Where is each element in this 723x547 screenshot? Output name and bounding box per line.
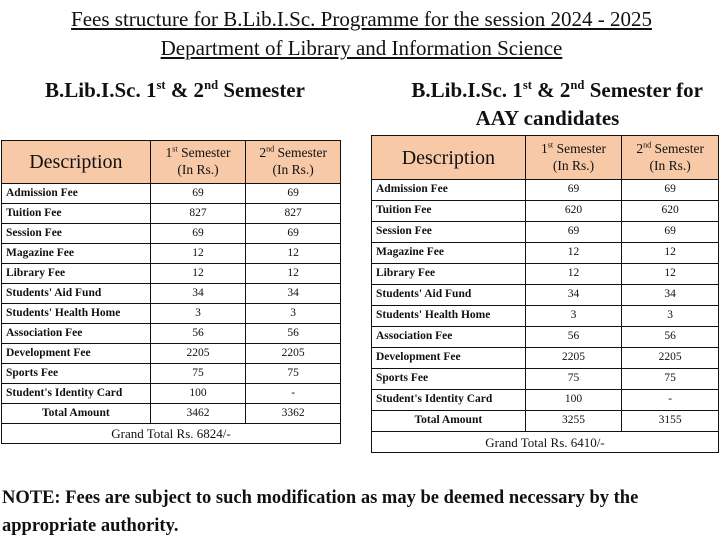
fee-row	[372, 369, 719, 390]
fee-sem1: 12	[150, 264, 246, 284]
grand-total: Grand Total Rs. 6410/-	[372, 432, 719, 453]
fee-label: Magazine Fee	[2, 244, 151, 264]
fee-sem1: 3	[525, 306, 622, 327]
fee-row	[2, 204, 341, 224]
fee-sem1: 75	[525, 369, 622, 390]
fee-label: Development Fee	[372, 348, 526, 369]
right-table-heading-line2: AAY candidates	[475, 106, 620, 130]
fee-sem2: 69	[622, 222, 719, 243]
document-title: Fees structure for B.Lib.I.Sc. Programme for the session 2024 - 2025	[71, 7, 652, 31]
fee-row	[2, 304, 341, 324]
left-fee-table	[1, 140, 341, 444]
fee-row	[2, 364, 341, 384]
total-sem1: 3462	[150, 404, 246, 424]
fee-sem1: 69	[525, 222, 622, 243]
fee-sem2: 3	[622, 306, 719, 327]
fee-label: Students' Aid Fund	[372, 285, 526, 306]
fee-label: Association Fee	[372, 327, 526, 348]
fee-label: Sports Fee	[372, 369, 526, 390]
fee-sem1: 3	[150, 304, 246, 324]
fee-sem1: 56	[525, 327, 622, 348]
fee-sem1: 69	[150, 184, 246, 204]
fee-label: Library Fee	[2, 264, 151, 284]
table-header-row	[2, 141, 341, 184]
fee-sem2: 34	[246, 284, 341, 304]
sem2-header: 2nd Semester (In Rs.)	[622, 136, 719, 180]
fee-row	[2, 284, 341, 304]
fee-label: Tuition Fee	[372, 201, 526, 222]
fee-label: Development Fee	[2, 344, 151, 364]
total-label: Total Amount	[372, 411, 526, 432]
fee-row	[372, 285, 719, 306]
fee-label: Session Fee	[372, 222, 526, 243]
fee-sem2: 12	[622, 264, 719, 285]
fee-sem2: 2205	[622, 348, 719, 369]
fee-label: Library Fee	[372, 264, 526, 285]
fee-sem1: 34	[150, 284, 246, 304]
fee-sem1: 12	[150, 244, 246, 264]
fee-row	[2, 344, 341, 364]
description-header: Description	[2, 141, 151, 184]
fee-row	[372, 306, 719, 327]
fee-sem2: 12	[246, 264, 341, 284]
fee-label: Student's Identity Card	[372, 390, 526, 411]
right-table-heading: B.Lib.I.Sc. 1st & 2nd Semester for	[411, 78, 703, 102]
fee-label: Magazine Fee	[372, 243, 526, 264]
grand-total-row	[2, 424, 341, 444]
fee-sem2: 75	[622, 369, 719, 390]
grand-total: Grand Total Rs. 6824/-	[2, 424, 341, 444]
fee-sem2: -	[246, 384, 341, 404]
left-table-heading: B.Lib.I.Sc. 1st & 2nd Semester	[45, 78, 305, 102]
total-row	[372, 411, 719, 432]
fee-row	[372, 264, 719, 285]
fee-sem1: 12	[525, 264, 622, 285]
fee-label: Students' Health Home	[372, 306, 526, 327]
fee-row	[2, 384, 341, 404]
fee-label: Admission Fee	[372, 180, 526, 201]
fee-sem2: -	[622, 390, 719, 411]
fee-sem1: 620	[525, 201, 622, 222]
fee-sem1: 100	[150, 384, 246, 404]
description-header: Description	[372, 136, 526, 180]
fee-sem2: 75	[246, 364, 341, 384]
fee-row	[372, 180, 719, 201]
total-label: Total Amount	[2, 404, 151, 424]
sem1-header: 1st Semester (In Rs.)	[150, 141, 246, 184]
fee-sem2: 12	[622, 243, 719, 264]
fee-label: Students' Aid Fund	[2, 284, 151, 304]
fee-sem2: 69	[622, 180, 719, 201]
right-fee-table	[371, 135, 719, 453]
fee-row	[372, 390, 719, 411]
fee-sem2: 34	[622, 285, 719, 306]
fee-sem1: 75	[150, 364, 246, 384]
fee-row	[372, 348, 719, 369]
fee-row	[372, 222, 719, 243]
fee-row	[2, 244, 341, 264]
fee-row	[2, 324, 341, 344]
fee-row	[372, 327, 719, 348]
fee-label: Session Fee	[2, 224, 151, 244]
department-title: Department of Library and Information Science	[160, 36, 563, 60]
total-sem2: 3362	[246, 404, 341, 424]
fee-sem2: 12	[246, 244, 341, 264]
sem1-header: 1st Semester (In Rs.)	[525, 136, 622, 180]
grand-total-row	[372, 432, 719, 453]
fee-label: Students' Health Home	[2, 304, 151, 324]
table-header-row	[372, 136, 719, 180]
fee-sem2: 620	[622, 201, 719, 222]
fee-note	[2, 484, 723, 540]
fee-sem2: 56	[622, 327, 719, 348]
fee-sem1: 34	[525, 285, 622, 306]
fee-label: Sports Fee	[2, 364, 151, 384]
fee-row	[2, 264, 341, 284]
fee-sem1: 69	[525, 180, 622, 201]
fee-sem1: 69	[150, 224, 246, 244]
fee-row	[372, 243, 719, 264]
fee-sem1: 12	[525, 243, 622, 264]
fee-sem1: 100	[525, 390, 622, 411]
fee-sem1: 2205	[150, 344, 246, 364]
fee-sem1: 56	[150, 324, 246, 344]
fee-sem2: 3	[246, 304, 341, 324]
fee-sem1: 827	[150, 204, 246, 224]
fee-label: Admission Fee	[2, 184, 151, 204]
fee-row	[2, 224, 341, 244]
fee-row	[372, 201, 719, 222]
fee-label: Tuition Fee	[2, 204, 151, 224]
total-sem2: 3155	[622, 411, 719, 432]
fee-row	[2, 184, 341, 204]
fee-sem2: 56	[246, 324, 341, 344]
total-sem1: 3255	[525, 411, 622, 432]
fee-sem2: 69	[246, 224, 341, 244]
fee-label: Student's Identity Card	[2, 384, 151, 404]
fee-sem2: 2205	[246, 344, 341, 364]
note-line-2: appropriate authority.	[2, 516, 179, 536]
note-line-1: NOTE: Fees are subject to such modification as may be deemed necessary by the	[2, 488, 639, 508]
total-row	[2, 404, 341, 424]
fee-sem1: 2205	[525, 348, 622, 369]
fee-label: Association Fee	[2, 324, 151, 344]
sem2-header: 2nd Semester (In Rs.)	[246, 141, 341, 184]
fee-sem2: 827	[246, 204, 341, 224]
fee-sem2: 69	[246, 184, 341, 204]
